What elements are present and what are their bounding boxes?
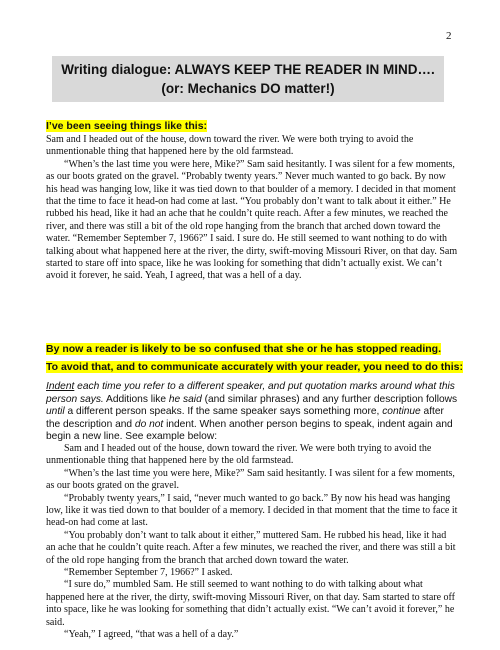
instructions-part-6: indent. When another person begins to speak, indent again and begin a new line. See example below: bbox=[46, 418, 453, 443]
section2-heading-line-2: To avoid that, and to communicate accurately with your reader, you need to do this: bbox=[46, 361, 463, 373]
title-line-1: Writing dialogue: ALWAYS KEEP THE READER IN MIND…. bbox=[61, 62, 435, 77]
good-example-paragraph: “Remember September 7, 1966?” I asked. bbox=[64, 567, 233, 579]
section1-heading-wrap bbox=[46, 116, 207, 134]
bad-example-paragraph: “When’s the last time you were here, Mike?” Sam said hesitantly. I was silent for a few moments, as our boots grated on the gravel. “Probably twenty years.” Never much wanted to go back. By now his head was hanging low, like it was tied down to that boulder of a memory. I decided in that moment that the time to face it head-on had come at last. “You probably don’t want to talk about it either.” He rubbed his head, like it had an ache that he couldn’t quite reach. After a few minutes, we reached the river, and there was still a bit of the old rope hanging from the branch that arched down toward the water. “Remember September 7, 1966?” I said. I sure do. He still seemed to want nothing to do with talking about what happened here at the river, the dirty, swift-moving Missouri River, on that day. Sam started to stare off into space, like he was looking for something that didn’t actually exist. We can’t avoid it forever, he said. Yeah, I agreed, that was a hell of a day. bbox=[46, 158, 458, 282]
section2-heading bbox=[46, 339, 463, 375]
good-example-paragraph: “Probably twenty years,” I said, “never much wanted to go back.” By now his head was hanging low, like it was tied down to that boulder of a memory. I decided in that moment that the time to face it head-on had come at last. bbox=[46, 492, 458, 529]
instructions-part-2: Additions like bbox=[103, 393, 169, 405]
indent-word: Indent bbox=[46, 381, 75, 392]
until-term: until bbox=[46, 406, 65, 418]
good-example-paragraph: Sam and I headed out of the house, down toward the river. We were both trying to avoid the unmentionable thing that happened here by the old farmstead. bbox=[46, 443, 432, 467]
bad-example-paragraph: Sam and I headed out of the house, down toward the river. We were both trying to avoid the unmentionable thing that happened here by the old farmstead. bbox=[46, 134, 414, 158]
instructions-part-4: a different person speaks. If the same speaker says something more, bbox=[64, 406, 383, 418]
instructions-part-5: after the description and bbox=[46, 406, 444, 430]
title-box bbox=[52, 56, 444, 102]
he-said-term: he said bbox=[168, 393, 202, 405]
continue-term: continue bbox=[382, 406, 421, 418]
section2-heading-line-1: By now a reader is likely to be so confused that she or he has stopped reading. bbox=[46, 343, 442, 355]
good-example-paragraph: “You probably don’t want to talk about it either,” muttered Sam. He rubbed his head, like it had an ache that he couldn’t quite reach. After a few minutes, we reached the river, and there was still a bit of the old rope hanging from the branch that arched down toward the water. bbox=[46, 529, 456, 566]
title-line-2: (or: Mechanics DO matter!) bbox=[161, 81, 335, 96]
do-not-term: do not bbox=[134, 418, 164, 430]
bad-example-block bbox=[46, 134, 458, 283]
page-number: 2 bbox=[446, 30, 452, 42]
section1-heading: I’ve been seeing things like this: bbox=[46, 120, 208, 132]
good-example-block bbox=[46, 443, 458, 642]
good-example-paragraph: “I sure do,” mumbled Sam. He still seemed to want nothing to do with talking about what happened here at the river, the dirty, swift-moving Missouri River, on that day. Sam started to stare off into space, like he was looking for something that didn’t actually exist. “We can’t avoid it forever,” he said. bbox=[46, 579, 456, 628]
instructions-part-3: (and similar phrases) and any further description follows bbox=[201, 393, 458, 405]
good-example-paragraph: “Yeah,” I agreed, “that was a hell of a day.” bbox=[64, 629, 239, 641]
instructions-paragraph bbox=[46, 381, 460, 444]
instructions-part-1: each time you refer to a different speaker, and put quotation marks around what this person says. bbox=[46, 381, 455, 405]
good-example-paragraph: “When’s the last time you were here, Mike?” Sam said hesitantly. I was silent for a few moments, as our boots grated on the gravel. bbox=[46, 467, 455, 492]
